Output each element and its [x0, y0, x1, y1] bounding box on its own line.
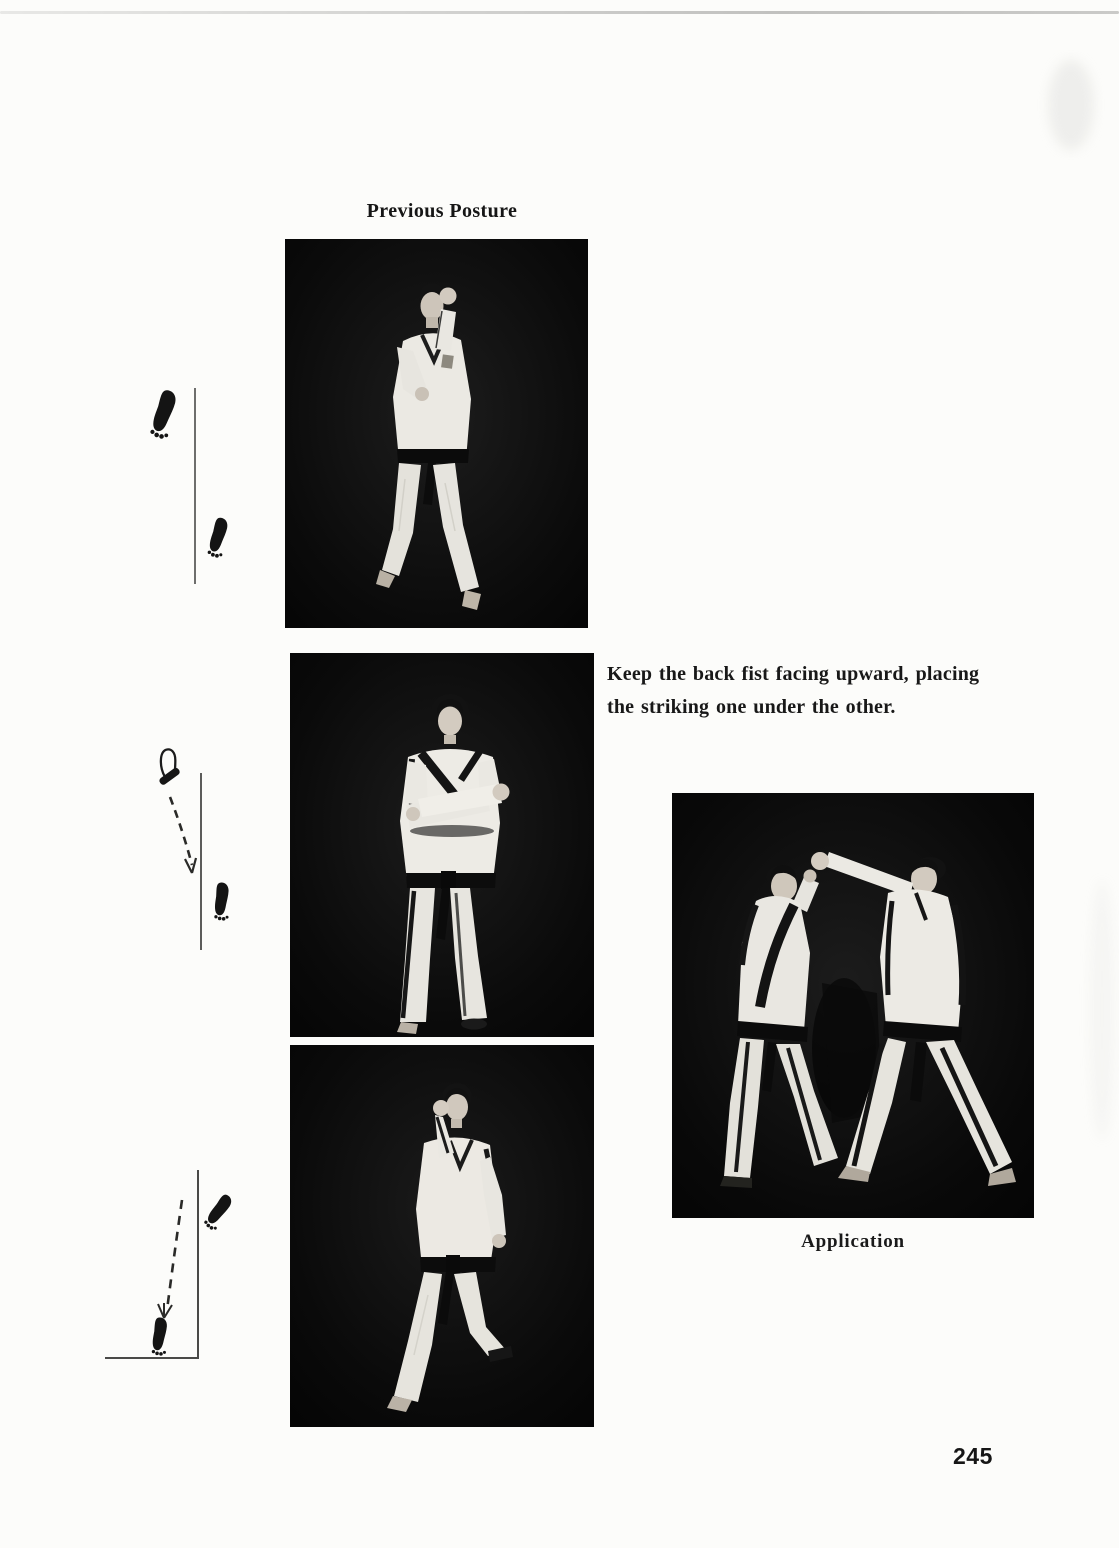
photo-crossing-fists-figure — [290, 653, 594, 1037]
scan-artifact-line — [0, 11, 1119, 14]
photo-application-figures — [672, 793, 1034, 1218]
page-title: Previous Posture — [366, 200, 518, 222]
stance-corner-line — [105, 1170, 198, 1358]
footprint-icon — [211, 882, 232, 922]
photo-back-fist-figure — [290, 1045, 594, 1427]
photo-previous-posture-figure — [285, 239, 588, 628]
step-arrow-icon — [170, 797, 192, 865]
footprint-icon — [203, 1191, 234, 1233]
footprint-icon — [150, 389, 177, 440]
instruction-line-1: Keep the back fist facing upward, placing — [607, 663, 980, 685]
instruction-line-2: the striking one under the other. — [607, 696, 896, 718]
footprint-icon — [207, 517, 228, 558]
scan-smudge — [1090, 880, 1114, 1140]
step-arrow-icon — [167, 1200, 182, 1310]
footwork-diagram-2 — [145, 745, 245, 960]
step-arrowhead-icon — [158, 1303, 172, 1318]
footprint-outline-icon — [151, 748, 183, 787]
photo-back-fist-strike — [290, 1045, 594, 1427]
photo-crossing-fists — [290, 653, 594, 1037]
footprint-icon — [149, 1317, 169, 1356]
footwork-diagram-3 — [98, 1168, 240, 1368]
photo-previous-posture — [285, 239, 588, 628]
scan-smudge — [1048, 60, 1094, 150]
photo-application — [672, 793, 1034, 1218]
step-arrowhead-icon — [185, 858, 196, 873]
instruction-text — [607, 658, 1037, 724]
footwork-diagram-1 — [140, 380, 240, 592]
page-number: 245 — [953, 1443, 993, 1469]
application-caption: Application — [801, 1231, 905, 1252]
